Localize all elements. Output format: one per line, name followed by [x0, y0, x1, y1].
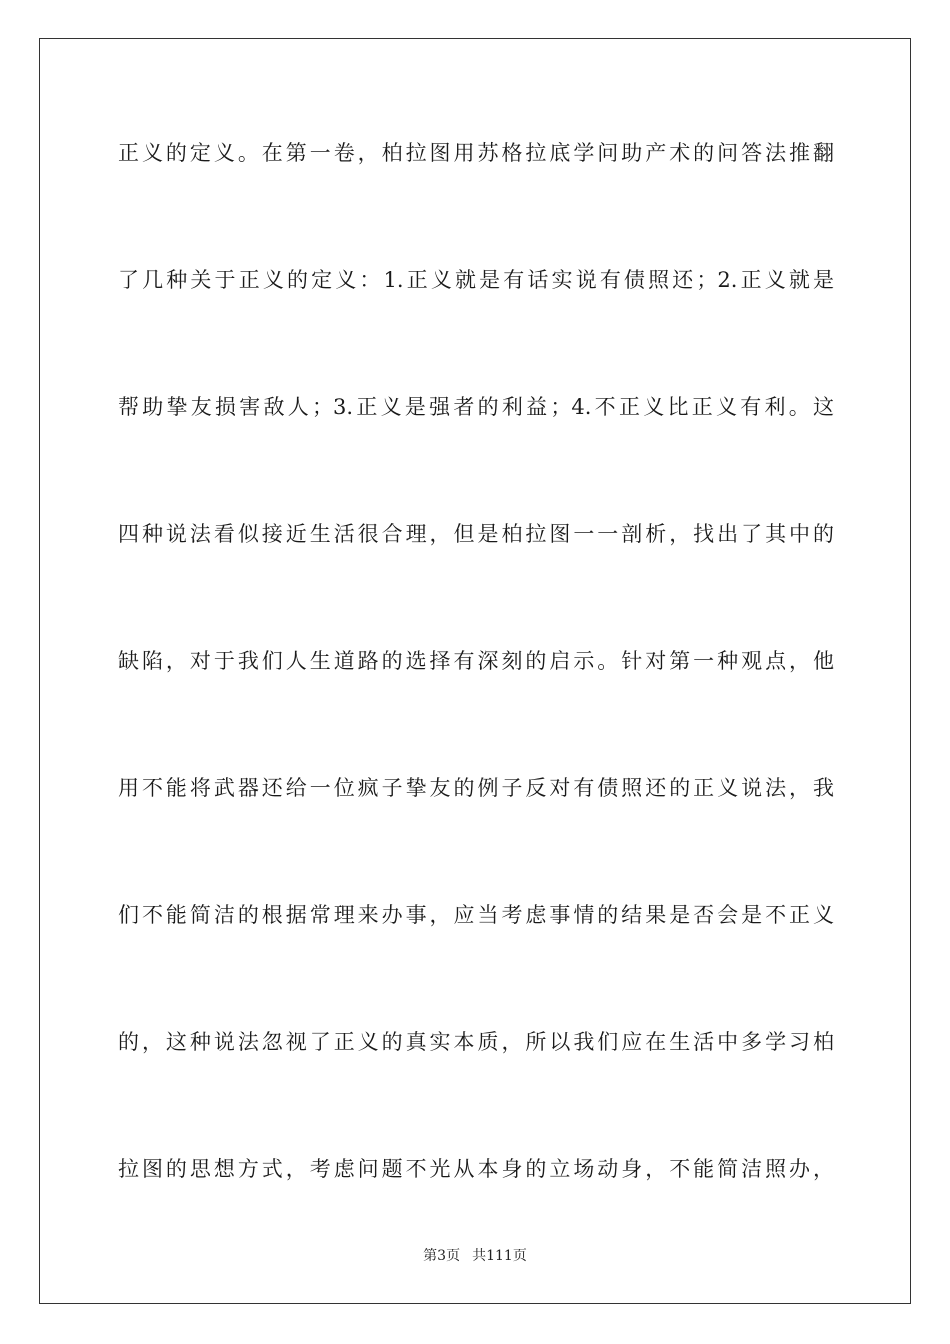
text-line: 的，这种说法忽视了正义的真实本质，所以我们应在生活中多学习柏: [118, 1030, 834, 1054]
body-text: [118, 123, 834, 1266]
text-line: 帮助挚友损害敌人；3.正义是强者的利益；4.不正义比正义有利。这: [118, 395, 834, 419]
text-line: 四种说法看似接近生活很合理，但是柏拉图一一剖析，找出了其中的: [118, 522, 834, 546]
text-line: 正义的定义。在第一卷，柏拉图用苏格拉底学问助产术的问答法推翻: [118, 141, 834, 165]
text-line: 们不能简洁的根据常理来办事，应当考虑事情的结果是否会是不正义: [118, 903, 834, 927]
text-line: 拉图的思想方式，考虑问题不光从本身的立场动身，不能简洁照办，: [118, 1157, 834, 1181]
page-total: 共111页: [472, 1248, 527, 1264]
text-line: 缺陷，对于我们人生道路的选择有深刻的启示。针对第一种观点，他: [118, 649, 834, 673]
text-line: 了几种关于正义的定义：1.正义就是有话实说有债照还；2.正义就是: [118, 268, 834, 292]
page-footer: [0, 1247, 950, 1265]
page-number: 第3页: [423, 1248, 461, 1264]
text-line: 用不能将武器还给一位疯子挚友的例子反对有债照还的正义说法，我: [118, 776, 834, 800]
